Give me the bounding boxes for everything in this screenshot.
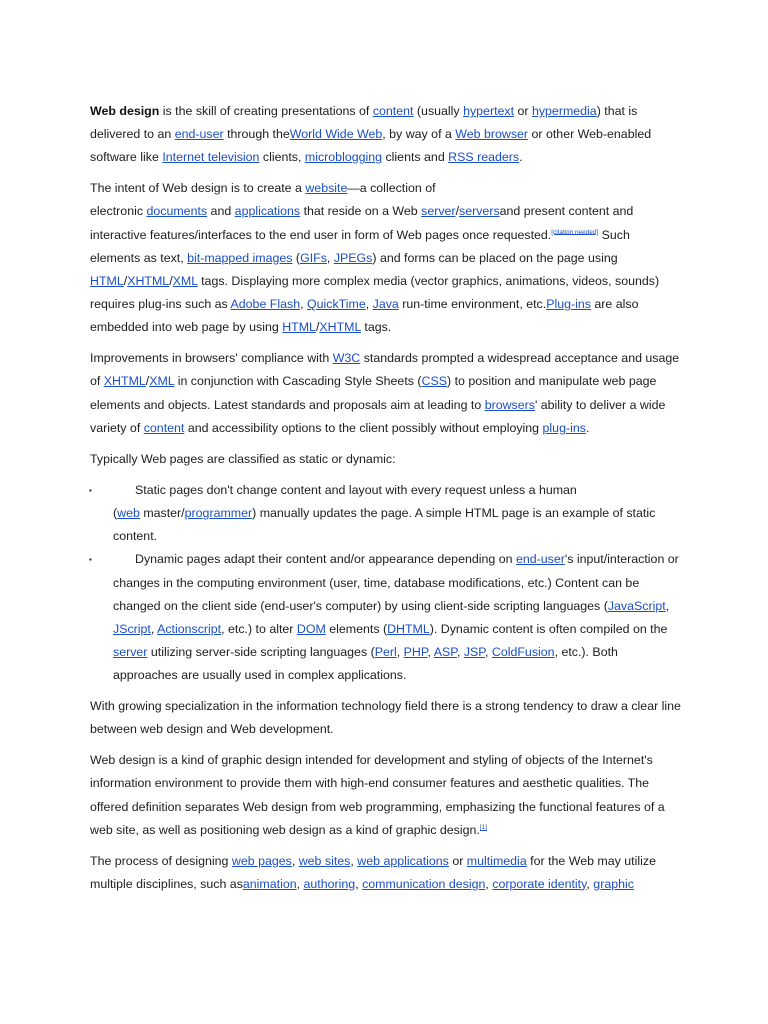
- inline-link[interactable]: authoring: [303, 876, 356, 891]
- text-run: ,: [350, 853, 358, 868]
- paragraphs-after-list: [90, 695, 682, 896]
- paragraph: [90, 347, 682, 440]
- text-run: ,: [485, 876, 493, 891]
- text-run: ,: [586, 876, 594, 891]
- text-run: that reside on a Web: [300, 204, 422, 219]
- text-run: Static pages don't change content and layout with every request unless a human: [135, 482, 577, 497]
- inline-link[interactable]: documents: [146, 204, 208, 219]
- text-run: ,: [300, 297, 307, 312]
- inline-link[interactable]: JSP: [463, 645, 485, 660]
- text-run: ,: [365, 297, 373, 312]
- text-run: Improvements in browsers' compliance with: [90, 351, 333, 366]
- inline-link[interactable]: server: [421, 204, 456, 219]
- text-run: for the Web may utilize multiple disciplines, such as: [90, 853, 656, 891]
- citation-link[interactable]: [1]: [479, 823, 487, 831]
- inline-link[interactable]: Actionscript: [157, 622, 222, 637]
- paragraphs-before-list: [90, 100, 682, 471]
- inline-link[interactable]: website: [305, 181, 348, 196]
- inline-link[interactable]: applications: [234, 204, 301, 219]
- inline-link[interactable]: XHTML: [127, 274, 170, 289]
- inline-link[interactable]: JPEGs: [333, 250, 373, 265]
- text-run: electronic: [90, 204, 147, 219]
- bullet-list: [90, 479, 682, 688]
- text-run: , etc.). Both approaches are usually used in complex applications.: [113, 645, 618, 683]
- inline-link[interactable]: Adobe Flash: [230, 297, 301, 312]
- inline-link[interactable]: web sites: [298, 853, 351, 868]
- inline-link[interactable]: QuickTime: [306, 297, 366, 312]
- text-run: ,: [355, 876, 363, 891]
- text-run: , etc.) to alter: [221, 622, 297, 637]
- text-run: /: [455, 204, 460, 219]
- text-run: and accessibility options to the client possibly without employing: [184, 420, 543, 435]
- text-run: in conjunction with Cascading Style Sheets (: [174, 374, 422, 389]
- inline-link[interactable]: end-user: [515, 552, 565, 567]
- text-run: Dynamic pages adapt their content and/or appearance depending on: [135, 552, 516, 567]
- square-bullet-icon: ▪: [89, 485, 92, 495]
- text-run: utilizing server-side scripting languages (: [147, 645, 375, 660]
- paragraph: [90, 850, 682, 896]
- text-run: 's input/interaction or changes in the computing environment (user, time, database modifications, etc.) Content can be changed on the client side (end-user's computer) by using client-side scripting languages (: [113, 552, 679, 613]
- inline-link[interactable]: servers: [459, 204, 500, 219]
- text-run: ,: [665, 598, 670, 613]
- inline-link[interactable]: Perl: [374, 645, 397, 660]
- inline-link[interactable]: HTML: [90, 274, 124, 289]
- text-run: (usually: [413, 104, 464, 118]
- text-run: ) that is delivered to an: [90, 104, 638, 142]
- square-bullet-icon: ▪: [89, 555, 92, 565]
- inline-link[interactable]: hypermedia: [531, 104, 597, 118]
- inline-link[interactable]: communication design: [362, 876, 486, 891]
- inline-link[interactable]: ASP: [433, 645, 457, 660]
- text-run: (: [113, 506, 118, 521]
- text-run: ,: [296, 876, 304, 891]
- inline-link[interactable]: XHTML: [319, 320, 361, 335]
- inline-link[interactable]: content: [372, 104, 414, 118]
- inline-link[interactable]: bit-mapped images: [187, 250, 293, 265]
- text-run: .: [519, 150, 523, 165]
- inline-link[interactable]: web applications: [357, 853, 449, 868]
- inline-link[interactable]: content: [143, 420, 185, 435]
- inline-link[interactable]: web: [117, 506, 140, 521]
- text-run: .: [585, 420, 590, 435]
- paragraph: [90, 749, 682, 842]
- text-run: and: [207, 204, 235, 219]
- inline-link[interactable]: programmer: [184, 506, 253, 521]
- inline-link[interactable]: Web browser: [455, 127, 529, 142]
- text-run: elements (: [325, 622, 388, 637]
- text-run: ,: [484, 645, 492, 660]
- inline-link[interactable]: JavaScript: [607, 598, 666, 613]
- inline-link[interactable]: Plug-ins: [546, 297, 591, 312]
- text-run: are also embedded into web page by using: [90, 297, 639, 335]
- text-run: master/: [139, 506, 185, 521]
- inline-link[interactable]: DHTML: [387, 622, 430, 637]
- text-run: (: [292, 250, 301, 265]
- document-page: [90, 100, 682, 904]
- bullet-item: [90, 479, 682, 549]
- inline-link[interactable]: corporate identity: [492, 876, 587, 891]
- text-run: Typically Web pages are classified as static or dynamic:: [90, 451, 396, 466]
- text-run: or: [448, 853, 467, 868]
- text-run: through the: [223, 127, 290, 142]
- text-run: ,: [150, 622, 158, 637]
- inline-link[interactable]: Internet television: [162, 150, 260, 165]
- paragraph: [90, 177, 682, 339]
- text-run: /: [123, 274, 128, 289]
- text-run: ,: [326, 250, 334, 265]
- inline-link[interactable]: RSS readers: [448, 150, 520, 165]
- text-run: tags.: [360, 320, 392, 335]
- inline-link[interactable]: XML: [149, 374, 175, 389]
- inline-link[interactable]: CSS: [421, 374, 448, 389]
- text-run: —a collection of: [347, 181, 436, 196]
- bullet-item: [90, 548, 682, 687]
- inline-link[interactable]: plug-ins: [542, 420, 586, 435]
- text-run: , by way of a: [382, 127, 456, 142]
- inline-link[interactable]: animation: [242, 876, 297, 891]
- inline-link[interactable]: browsers: [484, 397, 535, 412]
- text-run: is the skill of creating presentations of: [159, 104, 373, 118]
- text-run: The process of designing: [90, 853, 232, 868]
- inline-link[interactable]: server: [113, 645, 148, 660]
- text-run: Such elements as text,: [90, 227, 630, 265]
- text-run: tags. Displaying more complex media (vector graphics, animations, videos, sounds) requires plug-ins such as: [90, 274, 660, 312]
- inline-link[interactable]: web pages: [231, 853, 292, 868]
- text-run: or other Web-enabled software like: [90, 127, 652, 165]
- text-run: ). Dynamic content is often compiled on the: [429, 622, 668, 637]
- paragraph: [90, 448, 682, 471]
- inline-link[interactable]: DOM: [296, 622, 326, 637]
- bold-term: Web design: [90, 104, 160, 118]
- inline-link[interactable]: JScript: [113, 622, 151, 637]
- text-run: and present content and interactive features/interfaces to the end user in form of Web pages once requested.: [90, 204, 634, 242]
- text-run: standards prompted a widespread acceptance and usage of: [90, 351, 680, 389]
- text-run: /: [315, 320, 320, 335]
- inline-link[interactable]: XML: [172, 274, 198, 289]
- paragraph: [90, 695, 682, 741]
- text-run: ,: [427, 645, 434, 660]
- text-run: /: [169, 274, 173, 289]
- paragraph: [90, 100, 682, 170]
- text-run: run-time environment, etc.: [398, 297, 547, 312]
- text-run: Web design is a kind of graphic design intended for development and styling of objects of the Internet's information environment to provide them with high-end consumer features and aesthetic qualities. The offered definition separates Web design from web programming, emphasizing the functional features of a web site, as well as positioning web design as a kind of graphic design.: [90, 753, 665, 837]
- text-run: /: [145, 374, 150, 389]
- inline-link[interactable]: GIFs: [300, 250, 327, 265]
- inline-link[interactable]: multimedia: [466, 853, 527, 868]
- text-run: ,: [396, 645, 404, 660]
- text-run: The intent of Web design is to create a: [90, 181, 306, 196]
- text-run: ,: [291, 853, 299, 868]
- inline-link[interactable]: HTML: [282, 320, 316, 335]
- inline-link[interactable]: end-user: [174, 127, 224, 142]
- text-run: clients,: [259, 150, 305, 165]
- inline-link[interactable]: microblogging: [304, 150, 383, 165]
- text-run: ) and forms can be placed on the page using: [372, 250, 618, 265]
- text-run: ) to position and manipulate web page elements and objects. Latest standards and proposals aim at leading to: [90, 374, 657, 412]
- inline-link[interactable]: XHTML: [103, 374, 146, 389]
- inline-link[interactable]: PHP: [403, 645, 428, 660]
- inline-link[interactable]: graphic: [593, 876, 634, 891]
- text-run: ,: [456, 645, 464, 660]
- inline-link[interactable]: W3C: [332, 351, 361, 366]
- citation-link[interactable]: [citation needed]: [551, 228, 599, 236]
- inline-link[interactable]: ColdFusion: [491, 645, 555, 660]
- text-run: clients and: [382, 150, 449, 165]
- inline-link[interactable]: Java: [372, 297, 399, 312]
- text-run: With growing specialization in the information technology field there is a strong tendency to draw a clear line between web design and Web development.: [90, 699, 681, 737]
- inline-link[interactable]: World Wide Web: [289, 127, 383, 142]
- inline-link[interactable]: hypertext: [463, 104, 515, 118]
- text-run: ) manually updates the page. A simple HTML page is an example of static content.: [113, 506, 656, 544]
- text-run: ' ability to deliver a wide variety of: [90, 397, 666, 435]
- text-run: or: [514, 104, 532, 118]
